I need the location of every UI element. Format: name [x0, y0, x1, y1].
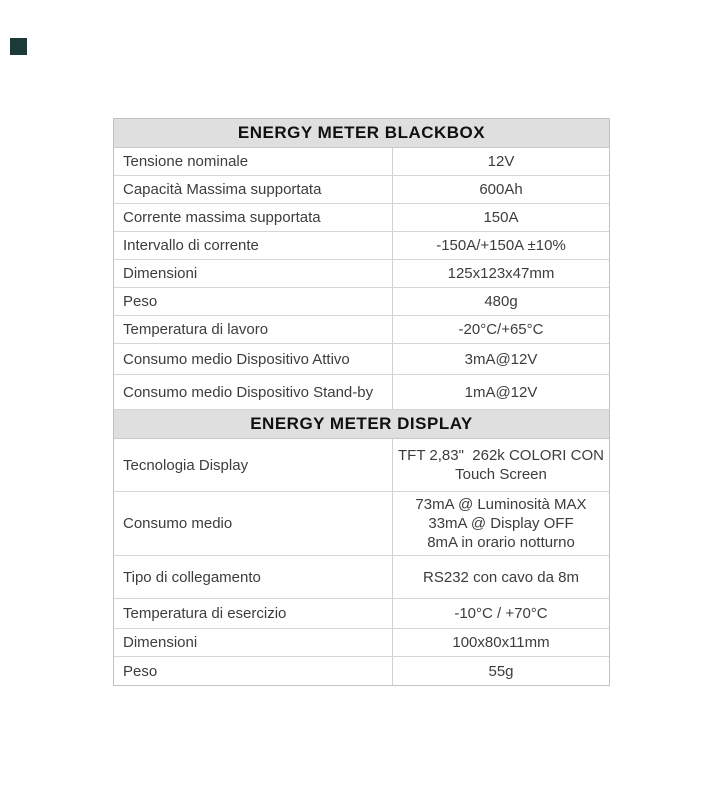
- spec-row: [114, 148, 609, 176]
- spec-value: -150A/+150A ±10%: [436, 237, 566, 254]
- display-spec-rows: [114, 439, 609, 685]
- spec-row: [114, 232, 609, 260]
- spec-label: Capacità Massima supportata: [114, 176, 393, 203]
- corner-square-mark: [10, 38, 27, 55]
- spec-label: Temperatura di lavoro: [114, 316, 393, 343]
- section-header-energy-meter-blackbox: ENERGY METER BLACKBOX: [114, 119, 609, 148]
- spec-row: [114, 599, 609, 629]
- spec-label: Tecnologia Display: [114, 439, 393, 491]
- spec-row: [114, 629, 609, 657]
- spec-row: [114, 439, 609, 492]
- spec-value: -20°C/+65°C: [458, 321, 544, 338]
- spec-row: [114, 260, 609, 288]
- spec-value: 12V: [487, 153, 515, 170]
- spec-value: 150A: [483, 209, 519, 226]
- spec-label: Temperatura di esercizio: [114, 599, 393, 628]
- spec-label: Dimensioni: [114, 260, 393, 287]
- spec-label: Consumo medio: [114, 492, 393, 555]
- spec-value: RS232 con cavo da 8m: [423, 568, 579, 586]
- spec-value: -10°C / +70°C: [454, 605, 548, 622]
- spec-value: TFT 2,83" 262k COLORI CON Touch Screen: [398, 447, 604, 483]
- section-header-energy-meter-display: ENERGY METER DISPLAY: [114, 410, 609, 439]
- spec-table: [113, 118, 610, 686]
- spec-row: [114, 375, 609, 410]
- spec-label: Consumo medio Dispositivo Stand-by: [114, 375, 393, 409]
- spec-label: Peso: [114, 288, 393, 315]
- spec-value: 3mA@12V: [464, 350, 538, 368]
- spec-label: Tipo di collegamento: [114, 556, 393, 598]
- spec-label: Tensione nominale: [114, 148, 393, 175]
- spec-label: Corrente massima supportata: [114, 204, 393, 231]
- spec-value: 73mA @ Luminosità MAX 33mA @ Display OFF 8mA in orario notturno: [415, 496, 587, 551]
- spec-label: Consumo medio Dispositivo Attivo: [114, 344, 393, 374]
- spec-row: [114, 657, 609, 685]
- blackbox-spec-rows: [114, 148, 609, 410]
- spec-row: [114, 288, 609, 316]
- spec-value: 100x80x11mm: [452, 634, 550, 651]
- spec-row: [114, 344, 609, 375]
- spec-value: 600Ah: [479, 181, 523, 198]
- spec-value: 55g: [488, 662, 514, 680]
- spec-row: [114, 316, 609, 344]
- spec-label: Peso: [114, 657, 393, 685]
- spec-row: [114, 492, 609, 556]
- spec-value: 480g: [484, 293, 518, 310]
- spec-label: Intervallo di corrente: [114, 232, 393, 259]
- spec-row: [114, 176, 609, 204]
- spec-value: 125x123x47mm: [447, 265, 555, 282]
- spec-row: [114, 204, 609, 232]
- spec-label: Dimensioni: [114, 629, 393, 656]
- spec-value: 1mA@12V: [464, 383, 538, 401]
- spec-row: [114, 556, 609, 599]
